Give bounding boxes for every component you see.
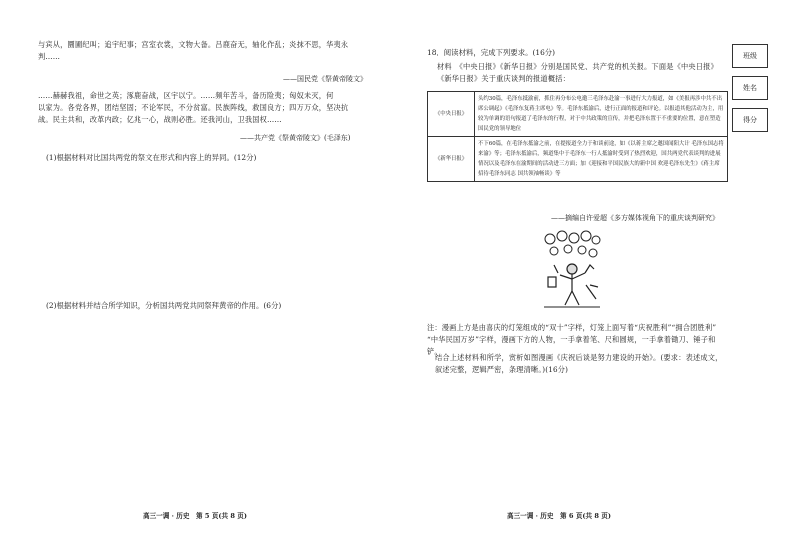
table-cell-content: 不下60篇，在毛泽东抵渝之前，在提报道全力于和谈前途，如《以蒋主席之邀国闻阳大计 毛泽东国志将来渝》等；毛泽东抵渝后，频道集中于毛泽东一行人抵渝时受到了热烈欢迎，国共两党代表谈判的进展情况以及毛泽东在渝期间的活动进三方面；加《迎接和平国民族大的新中国 欢迎毛泽东先生》《蒋主席招待毛泽东同志 国共领袖畅谈》等 — [475, 137, 728, 182]
text-line: 结合上述材料和所学，赏析如图漫画《庆祝后谈是努力建设的开始》。(要求：表述成文， — [435, 353, 723, 362]
text-line: 战。民主共和，改革内政；亿兆一心，战则必胜。还我河山，卫我国权…… — [38, 115, 282, 124]
cartoon-illustration — [540, 229, 604, 309]
question-one: (1)根据材料对比国共两党的祭文在形式和内容上的异同。(12分) — [46, 153, 257, 162]
newspaper-table — [427, 91, 728, 182]
text-line: 《新华日报》关于重庆谈判的报道概括： — [437, 74, 570, 83]
score-sidebar — [732, 44, 768, 140]
score-field[interactable]: 得分 — [732, 108, 768, 132]
question-two: (2)根据材料并结合所学知识，分析国共两党共同祭拜黄帝的作用。(6分) — [46, 301, 282, 310]
table-cell-paper: 《新华日报》 — [428, 137, 475, 182]
question-18-heading: 18．阅读材料，完成下列要求。(16分) — [427, 48, 556, 57]
name-field[interactable]: 姓名 — [732, 76, 768, 100]
task-instructions — [435, 352, 728, 376]
text-line: 材料 《中央日报》《新华日报》分别是国民党、共产党的机关报。下面是《中央日报》 — [437, 62, 718, 71]
source-line: ——共产党《祭黄帝陵文》(毛泽东) — [240, 134, 351, 142]
class-field[interactable]: 班级 — [732, 44, 768, 68]
material-two — [38, 90, 383, 126]
table-cell-paper: 《中央日报》 — [428, 92, 475, 137]
source-line: ——国民党《祭黄帝陵文》 — [283, 75, 367, 83]
text-line: 叙述完整，逻辑严密，条理清晰。)(16分) — [435, 365, 569, 374]
table-row — [428, 137, 728, 182]
text-line: 判…… — [38, 52, 61, 61]
lantern-icon — [545, 231, 600, 257]
text-line: 以家为。各党各界，团结坚固；不论军民，不分贫富。民族阵线，救国良方；四万万众，坚决抗 — [38, 103, 349, 112]
text-line: “中华民国万岁”字样，漫画下方的人物，一手拿着笔、尺和圆规，一手拿着锄刀、锤子和铲。 — [427, 335, 716, 356]
text-line: 注：漫画上方是由喜庆的灯笼组成的“双十”字样，灯笼上面写着“庆祝胜利”“拥合团胜利” — [427, 323, 717, 332]
material-intro — [437, 61, 727, 85]
page-footer: 高三一调 · 历史 第 6 页(共 8 页) — [507, 512, 612, 520]
text-line: ……赫赫我祖，命世之英；涿鹿奋战，区宇以宁。……频年苦斗，备历险夷；匈奴未灭，何 — [38, 91, 334, 100]
person-figure-icon — [548, 264, 598, 305]
text-line: 与宾从，圜圃纪叫；追宇纪事；宫室衣裳，文物大备。吕鹿奋无，轴化作乱；炎抹不思，华夷永 — [38, 40, 349, 49]
top-material — [38, 39, 383, 63]
page-footer: 高三一调 · 历史 第 5 页(共 8 页) — [143, 512, 248, 520]
excerpt-source: ——摘编自许爱超《多方媒体视角下的重庆谈判研究》 — [551, 214, 719, 222]
table-row — [428, 92, 728, 137]
table-cell-content: 头约30篇，毛泽东抵渝前，抓住再分布公电邀三毛泽东赴渝一事进行大力报道，如《美报再涉中共不出席公调起》《毛泽东复蒋主席电》等。毛泽东抵渝后，进行正面的报道和评论。以报道其他活动为主，用较为单调的语句报道了毛泽东的行程，对于中共政策的宣传，并把毛泽东置于不重要的位置，意在塑造国民党的领导地位 — [475, 92, 728, 137]
